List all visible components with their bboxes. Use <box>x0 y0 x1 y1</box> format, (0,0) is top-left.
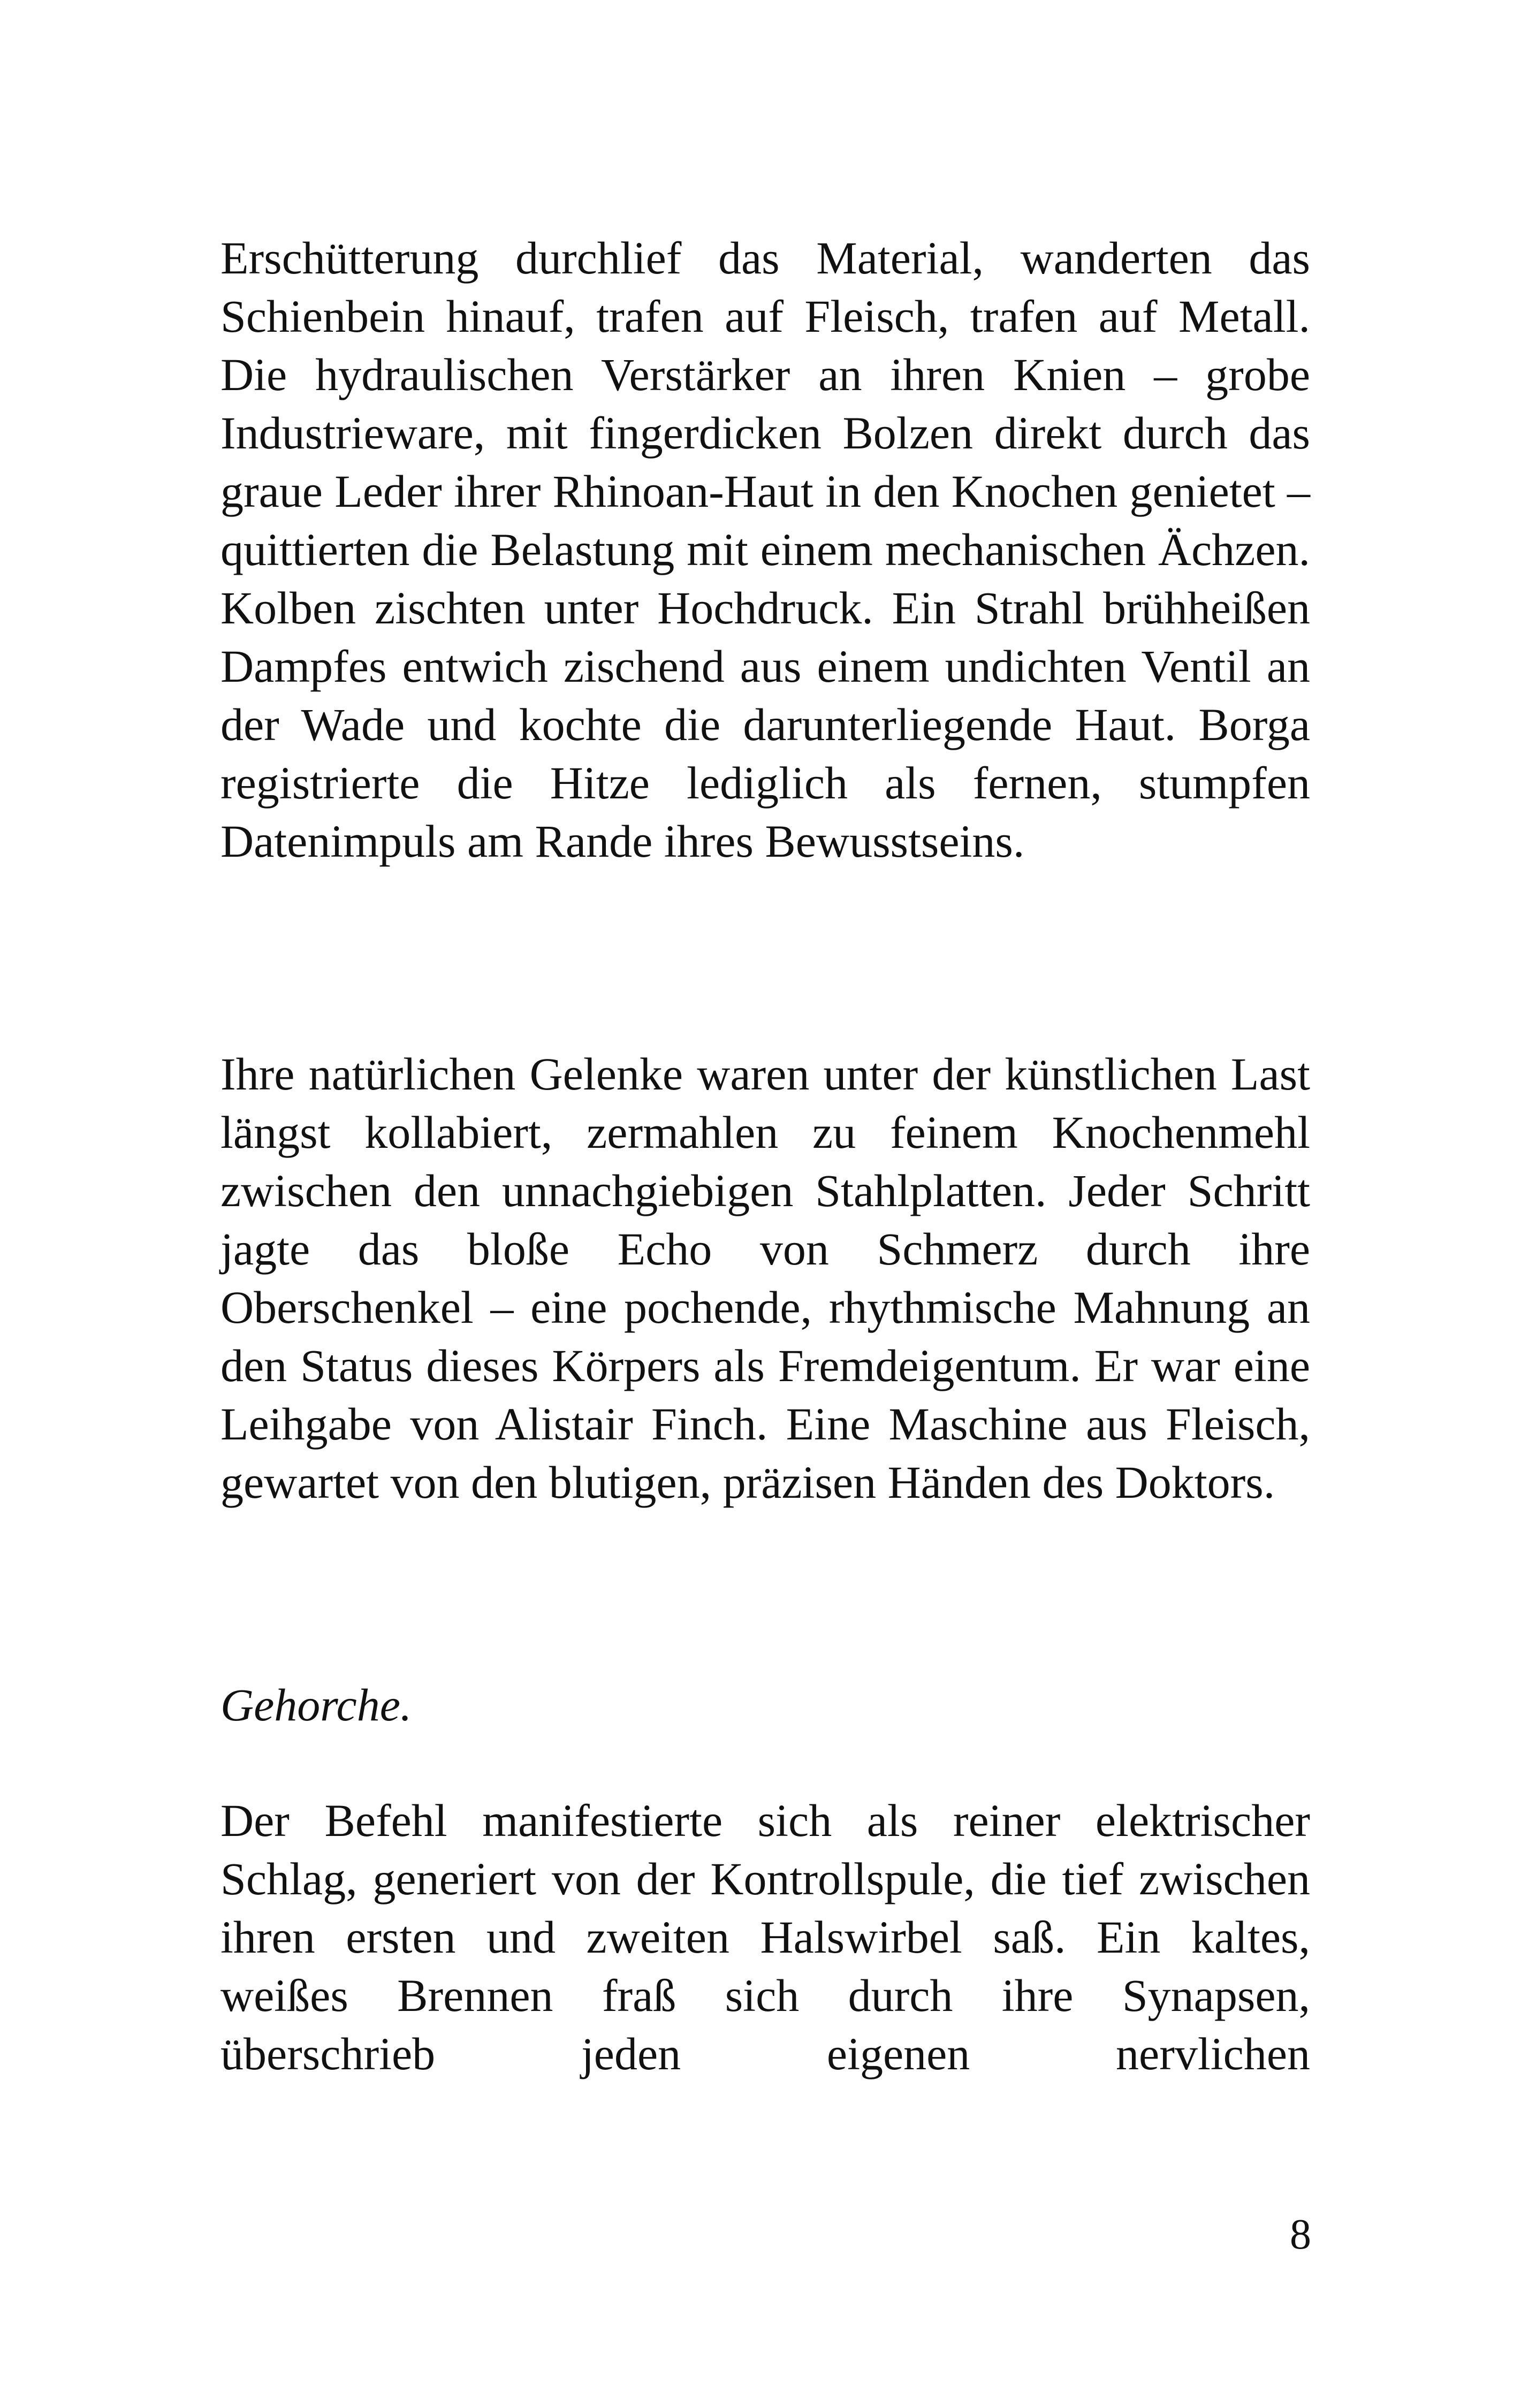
paragraph-1: Erschütterung durchlief das Material, wanderten das Schienbein hinauf, trafen auf Fleisch, trafen auf Metall. Die hydraulischen Verstärker an ihren Knien – grobe Industrieware, mit fingerdicken Bolzen direkt durch das graue Leder ihrer Rhinoan-Haut in den Knochen genietet – quittierten die Belastung mit einem mechanischen Ächzen. Kolben zischten unter Hochdruck. Ein Strahl brühheißen Dampfes entwich zischend aus einem undichten Ventil an der Wade und kochte die darunterliegende Haut. Borga registrierte die Hitze lediglich als fernen, stumpfen Datenimpuls am Rande ihres Bewusstseins. <box>220 232 1310 867</box>
paragraph-2: Ihre natürlichen Gelenke waren unter der künstlichen Last längst kollabiert, zermahlen zu feinem Knochenmehl zwischen den unnachgiebigen Stahlplatten. Jeder Schritt jagte das bloße Echo von Schmerz durch ihre Oberschenkel – eine pochende, rhythmische Mahnung an den Status dieses Körpers als Fremdeigentum. Er war eine Leihgabe von Alistair Finch. Eine Maschine aus Fleisch, gewartet von den blutigen, präzisen Händen des Doktors. <box>220 1048 1310 1508</box>
page-number: 8 <box>1290 2211 1311 2258</box>
paragraph-3-italic: Gehorche. <box>220 1679 412 1731</box>
paragraph-4: Der Befehl manifestierte sich als reiner elektrischer Schlag, generiert von der Kontrollspule, die tief zwischen ihren ersten und zweiten Halswirbel saß. Ein kaltes, weißes Brennen fraß sich durch ihre Synapsen, überschrieb jeden eigenen nervlichen <box>220 1795 1310 2079</box>
